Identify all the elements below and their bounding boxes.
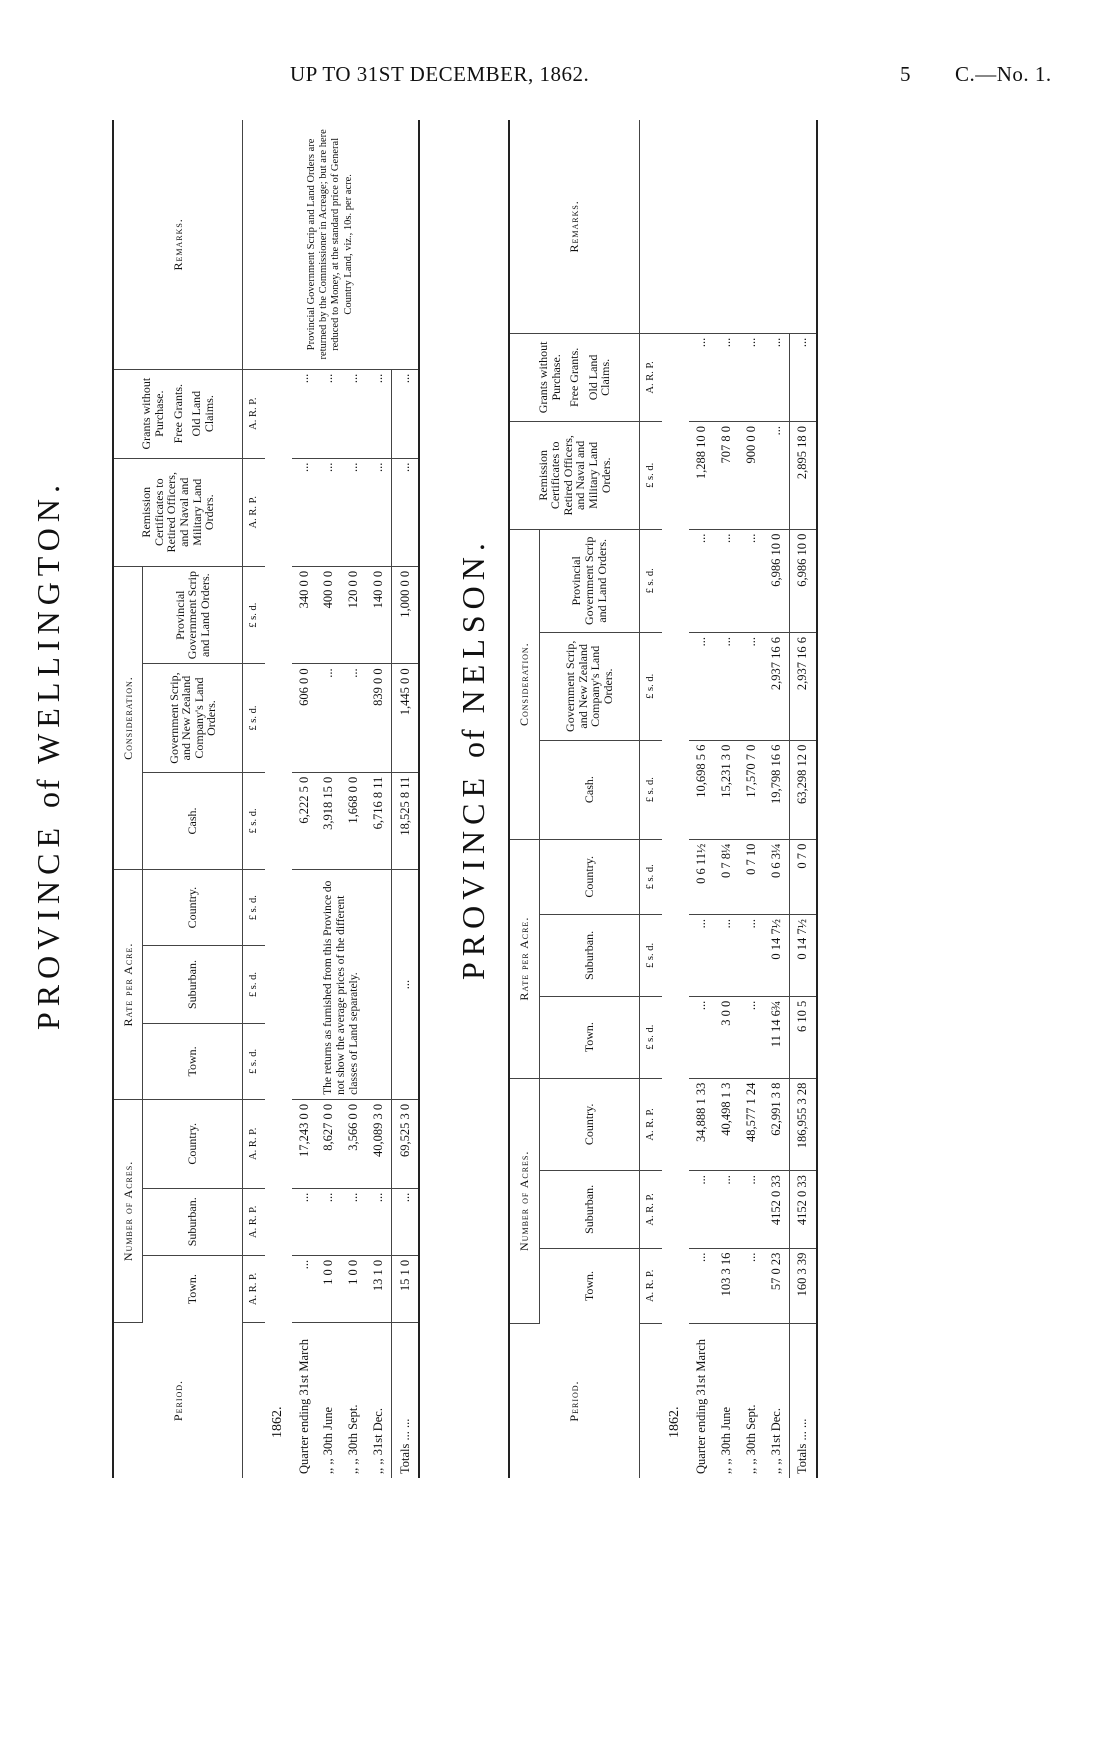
col-remission: Remission Certificates to Retired Officers, and Naval and Military Land Orders.: [113, 458, 242, 566]
col-cash: Cash.: [539, 740, 639, 839]
unit-lsd: £ s. d.: [639, 529, 661, 632]
remission-total: 2,895 18 0: [790, 422, 817, 530]
cash-cell: 10,698 5 6: [689, 740, 714, 839]
wellington-year: 1862.: [269, 1406, 285, 1438]
col-rate-suburban: Suburban.: [539, 915, 639, 997]
document-reference: C.—No. 1.: [955, 62, 1052, 86]
col-old-claims: Old Land Claims.: [189, 390, 216, 437]
unit-arp: A. R. P.: [242, 1188, 264, 1255]
period-cell: ,, ,, 31st Dec.: [768, 1408, 783, 1474]
unit-arp: A. R. P.: [242, 369, 264, 458]
remission-cell: ...: [292, 458, 317, 566]
rate-country-cell: 0 6 11½: [689, 839, 714, 914]
col-gov-scrip: Government Scrip, and New Zealand Company's Land Orders.: [539, 632, 639, 740]
gov-scrip-cell: ...: [689, 632, 714, 740]
col-number-of-acres: Number of Acres.: [509, 1078, 539, 1323]
grants-cell: ...: [341, 369, 366, 458]
col-number-of-acres: Number of Acres.: [113, 1099, 143, 1322]
wellington-table-wrapper: [112, 120, 420, 1478]
unit-lsd: £ s. d.: [639, 632, 661, 740]
col-remarks: Remarks.: [509, 120, 639, 333]
nelson-title-of: of: [455, 727, 491, 758]
country-acres: 40,498 1 3: [714, 1078, 739, 1171]
unit-arp: A. R. P.: [639, 1171, 661, 1249]
rate-town-cell: ...: [689, 996, 714, 1078]
suburban-total: 4152 0 33: [790, 1171, 817, 1249]
unit-lsd: £ s. d.: [242, 870, 264, 946]
country-total: 69,525 3 0: [392, 1099, 419, 1188]
unit-lsd: £ s. d.: [639, 422, 661, 530]
suburban-acres: ...: [689, 1171, 714, 1249]
remission-cell: 707 8 0: [714, 422, 739, 530]
country-acres: 8,627 0 0: [317, 1099, 342, 1188]
country-total: 186,955 3 28: [790, 1078, 817, 1171]
country-acres: 3,566 0 0: [341, 1099, 366, 1188]
cash-cell: 6,716 8 11: [366, 772, 392, 870]
period-cell: ,, ,, 30th June: [718, 1406, 733, 1474]
col-prov-scrip: Provincial Government Scrip and Land Orders.: [539, 529, 639, 632]
period-cell: ,, ,, 30th Sept.: [743, 1404, 758, 1474]
nelson-table: [508, 120, 818, 1478]
country-acres: 62,991 3 8: [764, 1078, 790, 1171]
col-gov-scrip: Government Scrip, and New Zealand Company's Land Orders.: [143, 664, 242, 772]
nelson-table-wrapper: [508, 120, 818, 1478]
col-rate-per-acre: Rate per Acre.: [113, 870, 143, 1100]
cash-cell: 1,668 0 0: [341, 772, 366, 870]
remission-cell: ...: [317, 458, 342, 566]
prov-scrip-cell: 120 0 0: [341, 566, 366, 664]
col-period: Period.: [509, 1324, 639, 1479]
totals-label: Totals ... ...: [790, 1324, 817, 1479]
unit-lsd: £ s. d.: [242, 664, 264, 772]
town-total: 160 3 39: [790, 1248, 817, 1323]
period-cell: Quarter ending 31st March: [693, 1338, 708, 1474]
col-country: Country.: [143, 1099, 242, 1188]
col-cash: Cash.: [143, 772, 242, 870]
remission-cell: ...: [341, 458, 366, 566]
rate-suburban-cell: ...: [739, 915, 764, 997]
remission-total: ...: [392, 458, 419, 566]
prov-scrip-cell: ...: [689, 529, 714, 632]
remission-cell: 1,288 10 0: [689, 422, 714, 530]
town-acres: ...: [292, 1255, 317, 1322]
units-row: [242, 120, 264, 1478]
cash-cell: 17,570 7 0: [739, 740, 764, 839]
unit-arp: A. R. P.: [242, 1255, 264, 1322]
rate-country-total: 0 7 0: [790, 839, 817, 914]
rate-country-cell: 0 7 10: [739, 839, 764, 914]
col-rate-suburban: Suburban.: [143, 946, 242, 1024]
wellington-title-name: WELLINGTON.: [30, 479, 66, 764]
col-suburban: Suburban.: [143, 1188, 242, 1255]
cash-cell: 6,222 5 0: [292, 772, 317, 870]
town-acres: 13 1 0: [366, 1255, 392, 1322]
town-total: 15 1 0: [392, 1255, 419, 1322]
unit-lsd: £ s. d.: [242, 772, 264, 870]
gov-scrip-cell: 839 0 0: [366, 664, 392, 772]
cash-total: 63,298 12 0: [790, 740, 817, 839]
period-cell: ,, ,, 30th Sept.: [346, 1404, 361, 1474]
gov-scrip-cell: 606 0 0: [292, 664, 317, 772]
grants-cell: ...: [366, 369, 392, 458]
wellington-table: [112, 120, 420, 1478]
col-suburban: Suburban.: [539, 1171, 639, 1249]
suburban-acres: ...: [714, 1171, 739, 1249]
prov-scrip-total: 1,000 0 0: [392, 566, 419, 664]
suburban-acres: ...: [341, 1188, 366, 1255]
unit-lsd: £ s. d.: [639, 839, 661, 914]
town-acres: 103 3 16: [714, 1248, 739, 1323]
col-grants-label: Grants without Purchase.: [535, 341, 563, 414]
rate-suburban-total: 0 14 7½: [790, 915, 817, 997]
suburban-acres: ...: [292, 1188, 317, 1255]
col-rate-per-acre: Rate per Acre.: [509, 839, 539, 1078]
country-acres: 48,577 1 24: [739, 1078, 764, 1171]
unit-arp: A. R. P.: [639, 1248, 661, 1323]
grants-total: ...: [790, 333, 817, 421]
rate-town-total: 6 10 5: [790, 996, 817, 1078]
prov-scrip-total: 6,986 10 0: [790, 529, 817, 632]
town-acres: ...: [689, 1248, 714, 1323]
col-country: Country.: [539, 1078, 639, 1171]
cash-cell: 15,231 3 0: [714, 740, 739, 839]
prov-scrip-cell: ...: [714, 529, 739, 632]
cash-cell: 19,798 16 6: [764, 740, 790, 839]
unit-lsd: £ s. d.: [639, 915, 661, 997]
col-consideration: Consideration.: [509, 529, 539, 839]
wellington-title: [30, 479, 67, 1030]
col-grants: [113, 369, 242, 458]
rate-suburban-cell: ...: [714, 915, 739, 997]
prov-scrip-cell: 140 0 0: [366, 566, 392, 664]
wellington-title-of: of: [30, 777, 66, 808]
wellington-rate-note: The returns as furnished from this Province do not show the average prices of the different classes of Land separately.: [292, 870, 392, 1100]
prov-scrip-cell: 6,986 10 0: [764, 529, 790, 632]
remission-cell: ...: [366, 458, 392, 566]
suburban-acres: ...: [366, 1188, 392, 1255]
page-header-title: UP TO 31ST DECEMBER, 1862.: [290, 62, 590, 86]
col-town: Town.: [539, 1248, 639, 1323]
rate-town-cell: ...: [739, 996, 764, 1078]
prov-scrip-cell: 400 0 0: [317, 566, 342, 664]
unit-lsd: £ s. d.: [242, 566, 264, 664]
town-acres: 57 0 23: [764, 1248, 790, 1323]
country-acres: 40,089 3 0: [366, 1099, 392, 1188]
col-grants-label: Grants without Purchase.: [139, 377, 167, 450]
gov-scrip-cell: ...: [739, 632, 764, 740]
town-acres: 1 0 0: [341, 1255, 366, 1322]
gov-scrip-cell: ...: [714, 632, 739, 740]
wellington-title-province: PROVINCE: [30, 821, 66, 1030]
unit-arp: A. R. P.: [242, 458, 264, 566]
nelson-title-province: PROVINCE: [455, 771, 491, 980]
gov-scrip-total: 1,445 0 0: [392, 664, 419, 772]
col-rate-town: Town.: [539, 996, 639, 1078]
rate-town-cell: 11 14 6¾: [764, 996, 790, 1078]
remission-cell: ...: [764, 422, 790, 530]
col-rate-town: Town.: [143, 1024, 242, 1100]
period-cell: Quarter ending 31st March: [296, 1338, 311, 1474]
town-acres: 1 0 0: [317, 1255, 342, 1322]
col-free-grants: Free Grants.: [567, 347, 582, 408]
suburban-acres: ...: [317, 1188, 342, 1255]
rate-country-cell: 0 7 8¼: [714, 839, 739, 914]
country-acres: 34,888 1 33: [689, 1078, 714, 1171]
town-acres: ...: [739, 1248, 764, 1323]
col-rate-country: Country.: [539, 839, 639, 914]
grants-cell: ...: [764, 333, 790, 421]
page-number: 5: [900, 62, 911, 86]
unit-arp: A. R. P.: [639, 1078, 661, 1171]
unit-lsd: £ s. d.: [639, 996, 661, 1078]
col-remission: Remission Certificates to Retired Officers, and Naval and Military Land Orders.: [509, 422, 639, 530]
period-cell: ,, ,, 31st Dec.: [371, 1408, 386, 1474]
grants-cell: ...: [739, 333, 764, 421]
period-cell: ,, ,, 30th June: [321, 1406, 336, 1474]
remission-cell: 900 0 0: [739, 422, 764, 530]
grants-cell: ...: [292, 369, 317, 458]
cash-cell: 3,918 15 0: [317, 772, 342, 870]
col-rate-country: Country.: [143, 870, 242, 946]
grants-cell: ...: [689, 333, 714, 421]
col-period: Period.: [113, 1323, 242, 1478]
col-free-grants: Free Grants.: [170, 383, 185, 444]
unit-lsd: £ s. d.: [242, 1024, 264, 1100]
unit-arp: A. R. P.: [639, 333, 661, 421]
nelson-title: [455, 537, 492, 980]
rate-suburban-cell: 0 14 7½: [764, 915, 790, 997]
suburban-acres: ...: [739, 1171, 764, 1249]
nelson-year: 1862.: [666, 1406, 682, 1438]
rate-total: ...: [392, 870, 419, 1100]
suburban-acres: 4152 0 33: [764, 1171, 790, 1249]
rate-town-cell: 3 0 0: [714, 996, 739, 1078]
col-prov-scrip: Provincial Government Scrip and Land Orders.: [143, 566, 242, 664]
prov-scrip-cell: 340 0 0: [292, 566, 317, 664]
units-row: [639, 120, 661, 1478]
wellington-remarks: Provincial Government Scrip and Land Orders are returned by the Commissioner in Acreage; but are here reduced to Money, at the standard price of General Country Land, viz., 10s. per acre.: [242, 120, 419, 369]
rate-country-cell: 0 6 3¼: [764, 839, 790, 914]
col-consideration: Consideration.: [113, 566, 143, 869]
nelson-title-name: NELSON.: [455, 537, 491, 714]
grants-cell: ...: [317, 369, 342, 458]
rate-suburban-cell: ...: [689, 915, 714, 997]
suburban-total: ...: [392, 1188, 419, 1255]
gov-scrip-cell: ...: [317, 664, 342, 772]
prov-scrip-cell: ...: [739, 529, 764, 632]
gov-scrip-total: 2,937 16 6: [790, 632, 817, 740]
col-grants: [509, 333, 639, 421]
gov-scrip-cell: 2,937 16 6: [764, 632, 790, 740]
country-acres: 17,243 0 0: [292, 1099, 317, 1188]
gov-scrip-cell: ...: [341, 664, 366, 772]
col-remarks: Remarks.: [113, 120, 242, 369]
col-town: Town.: [143, 1255, 242, 1322]
grants-total: ...: [392, 369, 419, 458]
grants-cell: ...: [714, 333, 739, 421]
cash-total: 18,525 8 11: [392, 772, 419, 870]
nelson-remarks: [639, 120, 817, 333]
col-old-claims: Old Land Claims.: [585, 354, 613, 401]
unit-lsd: £ s. d.: [242, 946, 264, 1024]
totals-label: Totals ... ...: [392, 1323, 419, 1478]
unit-arp: A. R. P.: [242, 1099, 264, 1188]
unit-lsd: £ s. d.: [639, 740, 661, 839]
